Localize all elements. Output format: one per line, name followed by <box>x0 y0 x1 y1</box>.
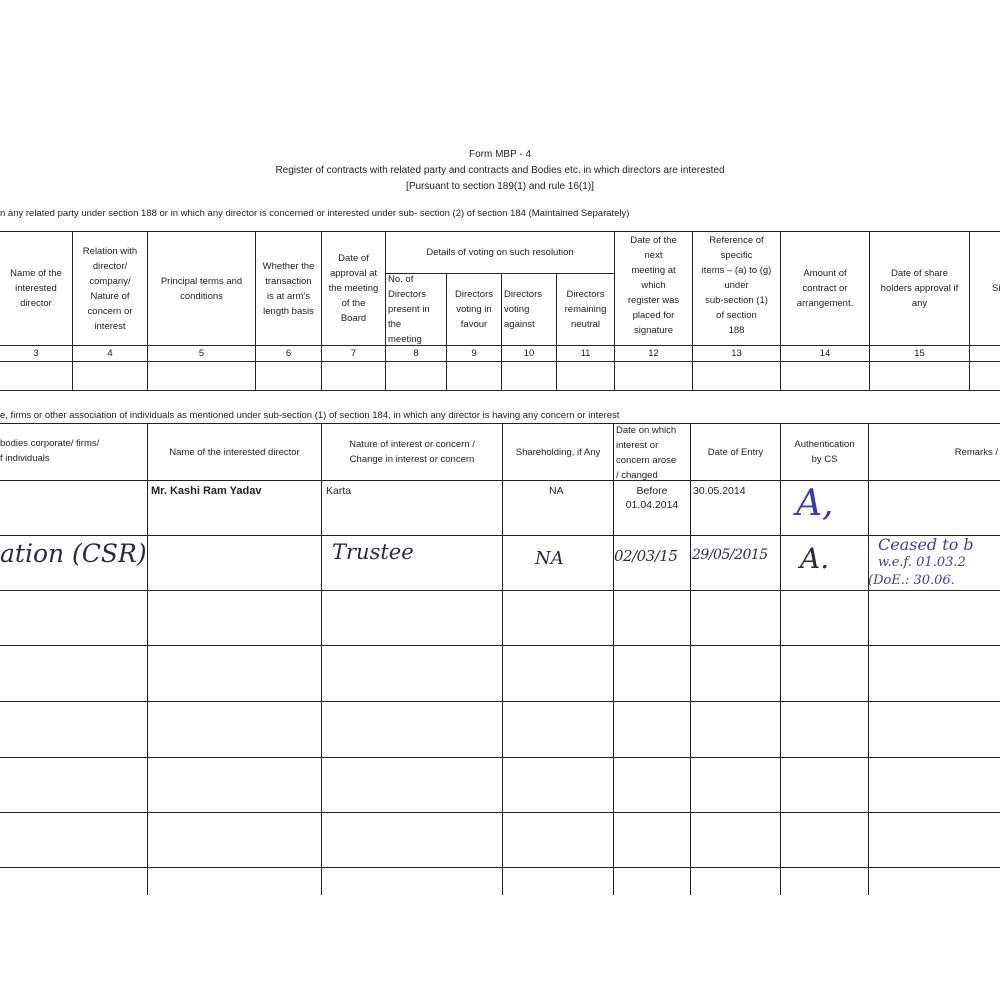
header-arms-length: Whether the transaction is at arm’s length basis <box>262 260 315 317</box>
col-number: 3 <box>33 348 39 359</box>
col-number: 13 <box>731 348 742 359</box>
header-date-of-entry: Date of Entry <box>707 446 764 458</box>
header-amount: Amount of contract or arrangement. <box>796 268 854 309</box>
col-number: 14 <box>819 348 831 359</box>
col-number: 7 <box>350 348 357 359</box>
header-authentication: Authentication by CS <box>794 439 855 465</box>
part-b-heading: e, firms or other association of individuals as mentioned under sub-section (1) of section 184, in which any director is having any concern or interest <box>0 410 620 421</box>
header-voting-against: Directors voting against <box>504 289 543 330</box>
header-date-interest-arose: Date on which interest or concern arose / changed <box>616 425 677 481</box>
header-shareholding: Shareholding, if Any <box>515 446 601 458</box>
remarks-line: Ceased to b <box>878 535 974 554</box>
row-shareholding: NA <box>549 485 564 497</box>
col-number: 5 <box>198 348 205 359</box>
col-number: 10 <box>523 348 535 359</box>
remarks-line: w.e.f. 01.03.2 <box>878 555 966 570</box>
signature-initials: A, <box>796 483 834 524</box>
row-shareholding: NA <box>535 548 564 569</box>
row-date-interest: 02/03/15 <box>614 547 678 565</box>
signature-initials: A. <box>800 542 830 575</box>
header-reference-items: Reference of specific items – (a) to (g) under sub-section (1) of section 188 <box>701 235 772 336</box>
header-bodies-corporate: bodies corporate/ firms/ f individuals <box>0 438 100 464</box>
col-number: 12 <box>648 348 659 359</box>
row-body-corporate: ation (CSR) <box>0 539 147 568</box>
header-principal-terms: Principal terms and conditions <box>160 275 243 302</box>
form-pursuant: [Pursuant to section 189(1) and rule 16(1)] <box>406 181 594 192</box>
header-date-of-approval: Date of approval at the meeting of the Board <box>328 253 379 324</box>
header-next-meeting: Date of the next meeting at which register was placed for signature <box>627 235 680 336</box>
col-number: 15 <box>914 348 925 359</box>
header-remarks: Remarks / <box>954 446 998 458</box>
row-date-entry: 29/05/2015 <box>692 547 768 563</box>
header-voting-details: Details of voting on such resolution <box>426 247 574 258</box>
row-nature: Karta <box>326 485 352 497</box>
form-subtitle: Register of contracts with related party and contracts and Bodies etc. in which directors are interested <box>275 165 725 176</box>
row-date-interest: Before 01.04.2014 <box>625 485 679 511</box>
col-number: 6 <box>285 348 292 359</box>
header-relation: Relation with director/ company/ Nature of concern or interest <box>82 245 138 332</box>
form-title: Form MBP - 4 <box>468 149 532 160</box>
part-a-heading: n any related party under section 188 or in which any director is concerned or interested under sub- section (2) of section 184 (Maintained Separately) <box>0 208 630 219</box>
row-director: Mr. Kashi Ram Yadav <box>151 485 262 497</box>
col-number: 8 <box>413 348 419 359</box>
header-voting-favour: Directors voting in favour <box>454 289 493 330</box>
remarks-line: (DoE.: 30.06. <box>868 573 955 588</box>
row-nature: Trustee <box>332 540 414 564</box>
header-signature: Si <box>992 283 1000 294</box>
col-number: 11 <box>580 348 591 359</box>
header-shareholder-approval: Date of share holders approval if any <box>880 268 959 309</box>
header-interested-director: Name of the interested director <box>169 446 300 458</box>
header-remaining-neutral: Directors remaining neutral <box>564 289 607 330</box>
row-date-entry: 30.05.2014 <box>693 485 746 497</box>
col-number: 9 <box>471 348 477 359</box>
header-directors-present: No. of Directors present in the meeting <box>388 274 430 345</box>
col-number: 4 <box>107 348 113 359</box>
header-nature-of-interest: Nature of interest or concern / Change in interest or concern <box>349 439 475 465</box>
header-name-of-director: Name of the interested director <box>10 268 62 309</box>
